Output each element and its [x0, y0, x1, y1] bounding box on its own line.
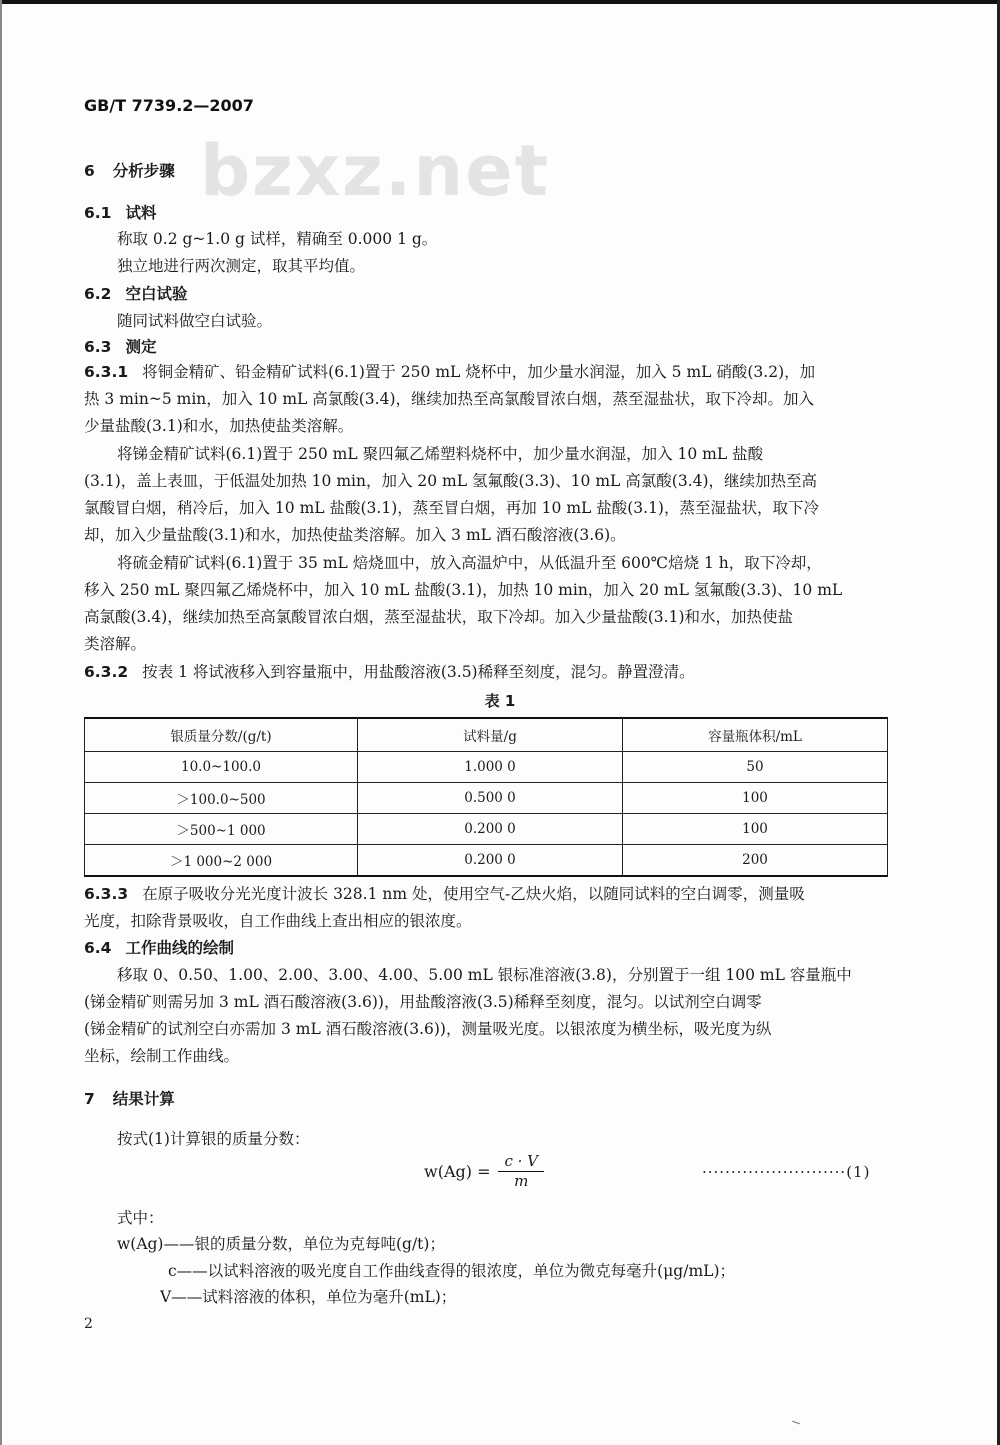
table-row: [85, 783, 888, 814]
definition-line: c——以试料溶液的吸光度自工作曲线查得的银浓度，单位为微克每毫升(μg/mL)；: [168, 1262, 735, 1280]
text-line: 移取 0、0.50、1.00、2.00、3.00、4.00、5.00 mL 银标准溶液(3.8)，分别置于一组 100 mL 容量瓶中: [117, 966, 852, 984]
section-6-heading: [84, 160, 904, 182]
text-line: 高氯酸(3.4)，继续加热至高氯酸冒浓白烟，蒸至湿盐状，取下冷却。加入少量盐酸(3.1)和水，加热使盐: [84, 608, 793, 626]
table-row: [85, 752, 888, 783]
data-table: [84, 717, 888, 877]
section-6-3-heading: [84, 336, 904, 358]
formula-numerator: c · V: [498, 1152, 544, 1172]
text-line: (3.1)，盖上表皿，于低温处加热 10 min，加入 20 mL 氢氟酸(3.3)、10 mL 高氯酸(3.4)，继续加热至高: [84, 472, 818, 490]
section-number: 6: [84, 162, 95, 180]
section-title: 结果计算: [112, 1090, 175, 1108]
section-number: 6.1: [84, 204, 112, 222]
clause-number: 6.3.1: [84, 363, 129, 381]
text-line: 热 3 min~5 min，加入 10 mL 高氯酸(3.4)，继续加热至高氯酸冒浓白烟，蒸至湿盐状，取下冷却。加入: [84, 390, 815, 408]
left-edge: [0, 0, 2, 1445]
section-6-1-heading: [84, 202, 904, 224]
table-cell: 0.200 0: [358, 814, 623, 845]
table-cell: 0.500 0: [358, 783, 623, 814]
text-line: 在原子吸收分光光度计波长 328.1 nm 处，使用空气-乙炔火焰，以随同试料的空白调零，测量吸: [142, 885, 805, 903]
table-cell: 100: [623, 783, 888, 814]
text-line: 按表 1 将试液移入到容量瓶中，用盐酸溶液(3.5)稀释至刻度，混匀。静置澄清。: [142, 663, 695, 681]
formula-fraction: [498, 1152, 544, 1191]
definition-line: w(Ag)——银的质量分数，单位为克每吨(g/t)；: [117, 1235, 445, 1253]
section-7-heading: [84, 1088, 904, 1110]
scan-mark: [792, 1421, 800, 1425]
formula-denominator: m: [514, 1172, 529, 1190]
text-line: 将锑金精矿试料(6.1)置于 250 mL 聚四氟乙烯塑料烧杯中，加少量水润湿，加入 10 mL 盐酸: [117, 445, 764, 463]
text-line: 光度，扣除背景吸收，自工作曲线上查出相应的银浓度。: [84, 912, 472, 930]
top-edge: [0, 0, 1000, 4]
column-header: 试料量/g: [358, 718, 623, 752]
text-line: 类溶解。: [84, 635, 147, 653]
paragraph-line: [84, 883, 904, 905]
section-title: 分析步骤: [112, 162, 175, 180]
section-6-2-heading: [84, 283, 904, 305]
section-number: 6.3: [84, 338, 112, 356]
definition-line: V——试料溶液的体积，单位为毫升(mL)；: [160, 1288, 457, 1306]
standard-number: GB/T 7739.2—2007: [84, 96, 254, 115]
text-line: 却，加入少量盐酸(3.1)和水，加热使盐类溶解。加入 3 mL 酒石酸溶液(3.6)。: [84, 526, 626, 544]
table-row: [85, 845, 888, 877]
text-line: 氯酸冒白烟，稍冷后，加入 10 mL 盐酸(3.1)，蒸至冒白烟，再加 10 mL 盐酸(3.1)，蒸至湿盐状，取下冷: [84, 499, 819, 517]
section-title: 试料: [125, 204, 157, 222]
table-cell: ＞1 000~2 000: [85, 845, 358, 877]
text-line: 坐标，绘制工作曲线。: [84, 1047, 240, 1065]
formula-lhs: w(Ag) =: [424, 1162, 491, 1181]
text-line: 少量盐酸(3.1)和水，加热使盐类溶解。: [84, 417, 354, 435]
table-cell: 1.000 0: [358, 752, 623, 783]
table-cell: ＞500~1 000: [85, 814, 358, 845]
table-cell: 100: [623, 814, 888, 845]
text-line: 移入 250 mL 聚四氟乙烯烧杯中，加入 10 mL 盐酸(3.1)，加热 10 min，加入 20 mL 氢氟酸(3.3)、10 mL: [84, 581, 843, 599]
text-line: 独立地进行两次测定，取其平均值。: [117, 257, 366, 275]
section-title: 工作曲线的绘制: [125, 939, 234, 957]
table-cell: 0.200 0: [358, 845, 623, 877]
section-6-4-heading: [84, 937, 904, 959]
formula: [424, 1152, 544, 1191]
page-number: 2: [84, 1316, 93, 1332]
table-cell: 200: [623, 845, 888, 877]
table-cell: 10.0~100.0: [85, 752, 358, 783]
section-title: 测定: [125, 338, 157, 356]
text-line: 随同试料做空白试验。: [117, 312, 273, 330]
section-number: 6.2: [84, 285, 112, 303]
text-line: 按式(1)计算银的质量分数：: [117, 1130, 310, 1148]
text-line: 将硫金精矿试料(6.1)置于 35 mL 焙烧皿中，放入高温炉中，从低温升至 600℃焙烧 1 h，取下冷却，: [117, 554, 822, 572]
text-line: (锑金精矿则需另加 3 mL 酒石酸溶液(3.6))，用盐酸溶液(3.5)稀释至刻度，混匀。以试剂空白调零: [84, 993, 762, 1011]
table-cell: 50: [623, 752, 888, 783]
text-line: 将铜金精矿、铅金精矿试料(6.1)置于 250 mL 烧杯中，加少量水润湿，加入 5 mL 硝酸(3.2)，加: [142, 363, 816, 381]
column-header: 银质量分数/(g/t): [85, 718, 358, 752]
clause-number: 6.3.2: [84, 663, 129, 681]
section-title: 空白试验: [125, 285, 188, 303]
table-title: 表 1: [484, 692, 516, 710]
paragraph-line: [84, 361, 904, 383]
section-number: 7: [84, 1090, 95, 1108]
text-line: (锑金精矿的试剂空白亦需加 3 mL 酒石酸溶液(3.6))，测量吸光度。以银浓度为横坐标，吸光度为纵: [84, 1020, 772, 1038]
text-line: 称取 0.2 g~1.0 g 试样，精确至 0.000 1 g。: [117, 230, 438, 248]
paragraph-line: [84, 661, 904, 683]
section-number: 6.4: [84, 939, 112, 957]
table-cell: ＞100.0~500: [85, 783, 358, 814]
table-row: [85, 814, 888, 845]
watermark: bzxz.net: [200, 130, 551, 212]
text-line: 式中：: [117, 1209, 164, 1227]
equation-number: ·························(1): [702, 1163, 871, 1181]
clause-number: 6.3.3: [84, 885, 129, 903]
column-header: 容量瓶体积/mL: [623, 718, 888, 752]
table-header-row: [85, 718, 888, 752]
